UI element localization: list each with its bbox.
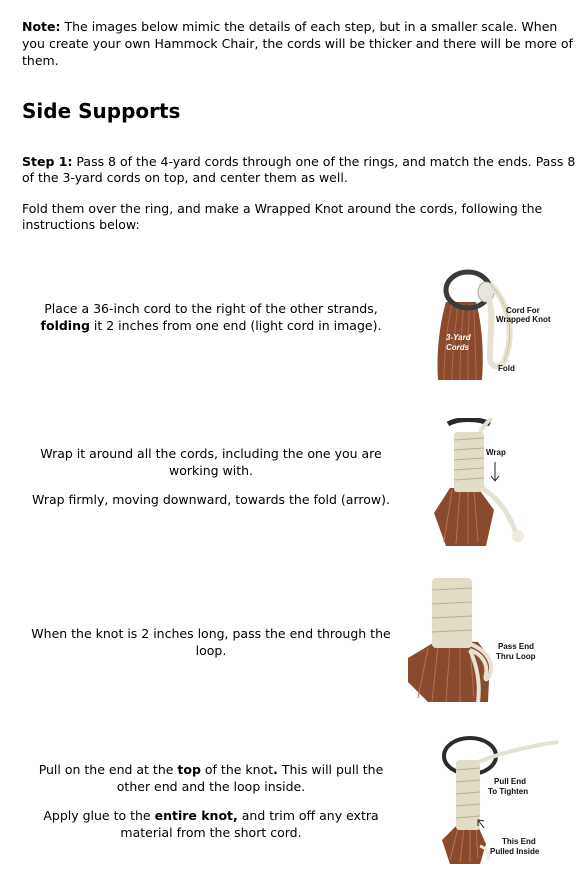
figure-3-pass-end: [398, 578, 570, 702]
figure-3-label-thru-loop: Thru Loop: [496, 652, 536, 661]
instruction-1: [26, 301, 396, 334]
note-paragraph: [22, 18, 582, 69]
figure-4-label-pull-end: Pull End: [494, 777, 526, 786]
instruction-2-text-1: Wrap it around all the cords, including the one you are working with.: [40, 446, 382, 478]
instruction-4-text-2a: Apply glue to the: [43, 808, 155, 823]
figure-4-label-this-end: This End: [502, 837, 536, 846]
figure-2-wrap: [398, 418, 570, 548]
figure-2-label-wrap: Wrap: [486, 448, 506, 457]
section-title: Side Supports: [22, 99, 181, 123]
instruction-2: [26, 446, 396, 509]
figure-4-label-to-tighten: To Tighten: [488, 787, 529, 796]
instruction-3-text: When the knot is 2 inches long, pass the end through the loop.: [31, 626, 391, 658]
instruction-1-text-c: it 2 inches from one end (light cord in image).: [89, 317, 382, 333]
instruction-4-bold-top: top: [177, 762, 201, 777]
instruction-4-bold-period: .: [273, 762, 278, 777]
step-1-paragraph: [22, 154, 582, 186]
instruction-4-text-1: [26, 762, 396, 795]
note-label: Note:: [22, 19, 61, 34]
figure-4-label-pulled-inside: Pulled Inside: [490, 847, 540, 856]
instruction-4-text-2c: and trim off any extra material from the short cord.: [120, 808, 379, 840]
instruction-3: [26, 626, 396, 659]
instruction-1-bold-folding: folding: [40, 317, 90, 333]
instruction-4-text-1c: of the knot: [200, 762, 274, 777]
figure-1-label-cords: Cords: [446, 343, 470, 352]
instruction-1-text-a: Place a 36-inch cord to the right of the other strands,: [44, 301, 378, 316]
figure-1-label-wrapped-knot: Wrapped Knot: [496, 315, 551, 324]
instruction-4: [26, 762, 396, 841]
instruction-1-text: [26, 301, 396, 334]
instruction-4-bold-entire-knot: entire knot,: [154, 808, 238, 823]
step-1-label: Step 1:: [22, 154, 73, 169]
instruction-4-text-1a: Pull on the end at the: [38, 762, 178, 777]
fold-paragraph: Fold them over the ring, and make a Wrapped Knot around the cords, following the instructions below:: [22, 201, 543, 232]
figure-1-label-cord-for: Cord For: [506, 306, 540, 315]
figure-4-pull-end: [398, 736, 570, 864]
instruction-4-text-1e: This will pull the other end and the loop inside.: [116, 762, 384, 794]
instruction-4-text-2: [26, 808, 396, 841]
figure-1-label-yard: 3-Yard: [446, 333, 471, 342]
figure-3-label-pass-end: Pass End: [498, 642, 535, 651]
figure-1-label-fold: Fold: [498, 364, 515, 373]
step-1-text: Pass 8 of the 4-yard cords through one of the rings, and match the ends. Pass 8 of the 3-yard cords on top, and center them as well.: [22, 154, 576, 185]
note-text: The images below mimic the details of each step, but in a smaller scale. When you create your own Hammock Chair, the cords will be thicker and there will be more of them.: [22, 19, 573, 68]
figure-1-cord-fold: [398, 262, 570, 386]
instruction-2-text-2: Wrap firmly, moving downward, towards the fold (arrow).: [32, 492, 390, 507]
